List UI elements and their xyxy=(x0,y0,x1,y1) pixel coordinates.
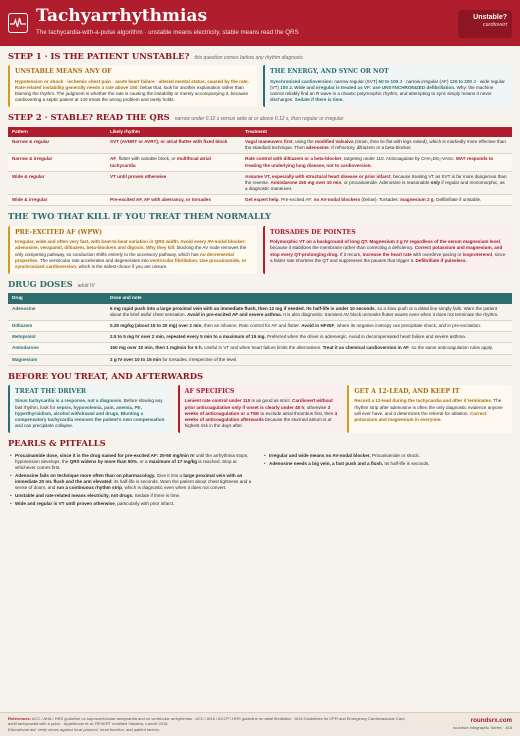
drugs-title: DRUG DOSES xyxy=(8,279,73,290)
pitfalls-title: PEARLS & PITFALLS xyxy=(8,438,106,449)
header-banner xyxy=(0,0,520,46)
ecg-heart-icon xyxy=(8,13,28,33)
page-title: Tachyarrhythmias xyxy=(36,6,208,27)
badge-action: cardiovert xyxy=(482,22,507,29)
driver-card-title: TREAT THE DRIVER xyxy=(15,388,87,396)
wpw-card-body: Irregular, wide and often very fast, with beat-to-beat variation in QRS width. Avoid every AV-nodal blocker: adenosine, verapamil, diltiazem, beta-blockers and digoxin. Why they kill: blocking the AV node removes the only competing pathway, so conduction shifts entirely to the accessory pathway, which has no decremental properties. The ventricular rate accelerates and degenerates into ventricular fibrillation. Use procainamide, or synchronized cardioversion, which is the safest choice if you are unsure. xyxy=(15,239,247,269)
unstable-badge xyxy=(458,10,512,38)
table-row: Adenosine 6 mg rapid push into a large proximal vein with an immediate flush, then 12 mg if needed. Its half-life is under 10 seconds, so a slow push or a distal line simply fails. Warn the patient about the brief awful chest sensation. Avoid in pre-excited AF and severe asthma. It is also diagnostic: transient AV block unmasks flutter waves even when it does not terminate the rhythm. xyxy=(8,304,512,321)
ecg-card xyxy=(347,385,512,433)
wpw-card xyxy=(8,226,257,274)
ecg-card-body: Record a 12-lead during the tachycardia and after it terminates. The rhythm strip after adenosine is often the only diagnostic evidence anyone will ever have, and it determines the referral for ablation. Correct potassium and magnesium in everyone. xyxy=(354,398,503,423)
table-row: Diltiazem 0.25 mg/kg (about 15 to 20 mg) over 2 min, then an infusion. Rate control for AF and flutter. Avoid in HFrEF, where its negative inotropy can precipitate shock, and in pre-excitation. xyxy=(8,321,512,332)
torsades-card xyxy=(263,226,512,274)
before-heading xyxy=(8,371,512,382)
af-card-title: AF SPECIFICS xyxy=(184,388,235,396)
list-item: • Procainamide dose, since it is the drug named for pre-excited AF: 20-50 mg/min IV until the arrhythmia stops, hypotension develops, the QRS widens by more than 50%, or a maximum of 17 mg/kg is reached. Stop at whichever comes first. xyxy=(10,453,256,472)
kill-title: THE TWO THAT KILL IF YOU TREAT THEM NORMALLY xyxy=(8,211,272,222)
step2-section xyxy=(0,112,520,206)
af-card xyxy=(178,385,343,433)
series-label: roundsrx Infographic Series · #18 xyxy=(452,725,512,731)
table-row: Narrow & regular SVT (AVNRT or AVRT), or atrial flutter with fixed block Vagal maneuvers first, using the modified Valsalva (strain, then lie flat with legs raised), which is markedly more effective than the standard technique. Then adenosine. If refractory, diltiazem or a beta-blocker. xyxy=(8,137,512,154)
list-item: • Unstable and rate-related means electricity, not drugs. Sedate if there is time. xyxy=(10,493,256,499)
table-row: Metoprolol 2.5 to 5 mg IV over 2 min, repeated every 5 min to a maximum of 15 mg. Preferred when the driver is adrenergic. Avoid in decompensated heart failure and severe asthma. xyxy=(8,332,512,343)
qrs-table xyxy=(8,127,512,207)
drugs-section xyxy=(0,279,520,366)
torsades-card-body: Polymorphic VT on a background of long QT. Magnesium 2 g IV regardless of the serum magnesium level, because it stabilizes the membrane rather than correcting a deficiency. Correct potassium and magnesium, and stop every QT-prolonging drug. If it recurs, increase the heart rate with overdrive pacing or isoproterenol, since a faster rate shortens the QT and suppresses the pauses that trigger it. Defibrillate if pulseless. xyxy=(270,239,506,263)
drug-table xyxy=(8,293,512,365)
site-block xyxy=(453,717,512,731)
step2-note: narrow under 0.12 s versus wide at or above 0.12 s, then regular or irregular xyxy=(174,116,344,123)
ecg-card-title: GET A 12-LEAD, AND KEEP IT xyxy=(354,388,460,396)
col-drug: Drug xyxy=(8,293,106,303)
before-section xyxy=(0,371,520,434)
step1-title: STEP 1 · IS THE PATIENT UNSTABLE? xyxy=(8,51,190,61)
col-rhythm: Likely rhythm xyxy=(106,127,241,137)
driver-card xyxy=(8,385,173,433)
table-row: Magnesium 2 g IV over 10 to 15 min for torsades, irrespective of the level. xyxy=(8,354,512,365)
kill-section xyxy=(0,211,520,274)
drugs-heading xyxy=(8,279,512,290)
page-subtitle: The tachycardia-with-a-pulse algorithm · unstable means electricity, stable means read the QRS xyxy=(36,29,299,37)
step1-note: this question comes before any rhythm diagnosis xyxy=(194,55,303,61)
list-item: • Adenosine fails on technique more often than on pharmacology. Give it into a large proximal vein with an immediate 20 mL flush and the arm elevated: its half-life is seconds. Warn the patient about chest tightness and a sense of doom, and run a continuous rhythm strip, which is diagnostic even when it does not convert. xyxy=(10,473,256,492)
step2-title: STEP 2 · STABLE? READ THE QRS xyxy=(8,112,170,123)
unstable-card-body: Hypotension or shock · ischemic chest pain · acute heart failure · altered mental status, caused by the rate. Rate-related instability generally needs a rate above 150; below that, look for another explanation rather than blaming the rhythm. The judgment is whether the rate is causing the instability or merely accompanying it, because cardioverting a septic patient at 140 treats the wrong problem and rarely holds. xyxy=(15,78,249,103)
disclaimer: Educational aid: verify doses against local protocol, renal function, and patient factors. xyxy=(8,726,161,732)
torsades-card-title: TORSADES DE POINTES xyxy=(270,228,356,236)
col-treatment: Treatment xyxy=(241,127,512,137)
list-item: • Adenosine needs a big vein, a fast push and a flush. Its half-life is seconds. xyxy=(264,461,510,467)
table-row: Wide & regular VT until proven otherwise Assume VT, especially with structural heart disease or prior infarct, because treating VT as SVT is far more dangerous than the reverse. Amiodarone 150 mg over 10 min, or procainamide. Adenosine is reasonable only if regular and monomorphic, as a diagnostic maneuver. xyxy=(8,171,512,195)
unstable-card xyxy=(8,65,257,107)
badge-question: Unstable? xyxy=(473,14,507,21)
af-card-body: Lenient rate control under 110 is as good as strict. Cardiovert without prior anticoagulation only if onset is clearly under 48 h; otherwise 3 weeks of anticoagulation or a TEE to exclude atrial thrombus first, then 4 weeks of anticoagulation afterwards because the stunned atrium is at highest risk in the days after. xyxy=(184,398,338,429)
col-dose: Dose and note xyxy=(106,293,512,303)
unstable-card-title: UNSTABLE MEANS ANY OF xyxy=(15,68,112,76)
energy-card-title: THE ENERGY, AND SYNC OR NOT xyxy=(270,68,389,76)
energy-card-body: Synchronized cardioversion: narrow regular (SVT) 50 to 100 J · narrow irregular (AF) 120 to 200 J · wide regular (VT) 100 J. Wide and irregular is treated as VF: use UNSYNCHRONIZED defibrillation. Why: the machine cannot reliably find an R wave in a chaotic polymorphic rhythm, and attempting to sync simply means it never discharges. Sedate if there is time. xyxy=(270,78,505,103)
step1-section xyxy=(0,51,520,107)
pitfalls-section xyxy=(0,438,520,508)
table-row: Wide & irregular Pre-excited AF, AF with aberrancy, or torsades Get expert help. Pre-excited AF: no AV-nodal blockers (below). Torsades: magnesium 2 g. Defibrillate if unstable. xyxy=(8,195,512,206)
pitfalls-left-list xyxy=(10,453,256,509)
step2-heading xyxy=(8,112,512,123)
table-row: Amiodarone 150 mg over 10 min, then 1 mg/min for 6 h. Useful in VT and when heart failure limits the alternatives. Treat it as chemical cardioversion in AF, so the same anticoagulation rules apply. xyxy=(8,343,512,354)
before-title: BEFORE YOU TREAT, AND AFTERWARDS xyxy=(8,370,204,381)
energy-card xyxy=(263,65,512,107)
footer xyxy=(0,712,520,736)
driver-card-body: Sinus tachycardia is a response, not a diagnosis. Before slowing any fast rhythm, look for sepsis, hypovolemia, pain, anemia, PE, hyperthyroidism, alcohol withdrawal and drugs. Blunting a compensatory tachycardia removes the patient's own compensation and can precipitate collapse. xyxy=(15,398,165,429)
list-item: • Irregular and wide means no AV-nodal blocker. Procainamide or shock. xyxy=(264,453,510,459)
list-item: • Wide and regular is VT until proven otherwise, particularly with prior infarct. xyxy=(10,501,256,507)
references: References: ACC / AHA / HRS guideline on supraventricular tachycardia and on ventricular arrhythmias · ACC / AHA / ACCP / HRS guideline on atrial fibrillation · AHA Guidelines for CPR and Emergency Cardiovascular Care, adult tachycardia with a pulse · Appelboam et al, REVERT modified Valsalva, Lancet 2015. xyxy=(8,716,406,727)
drugs-note: adult IV xyxy=(77,283,95,290)
wpw-card-title: PRE-EXCITED AF (WPW) xyxy=(15,228,103,236)
col-pattern: Pattern xyxy=(8,127,106,137)
pitfalls-heading xyxy=(0,438,520,449)
step1-heading xyxy=(8,51,512,62)
kill-heading xyxy=(8,211,512,222)
pitfalls-right-list xyxy=(264,453,510,509)
site-link[interactable]: roundsrx.com xyxy=(470,717,512,724)
table-row: Narrow & irregular AF, flutter with variable block, or multifocal atrial tachycardia Rate control with diltiazem or a beta-blocker, targeting under 110. Anticoagulate by CHA₂DS₂-VASc. MAT responds to treating the underlying lung disease, not to cardioversion. xyxy=(8,154,512,171)
